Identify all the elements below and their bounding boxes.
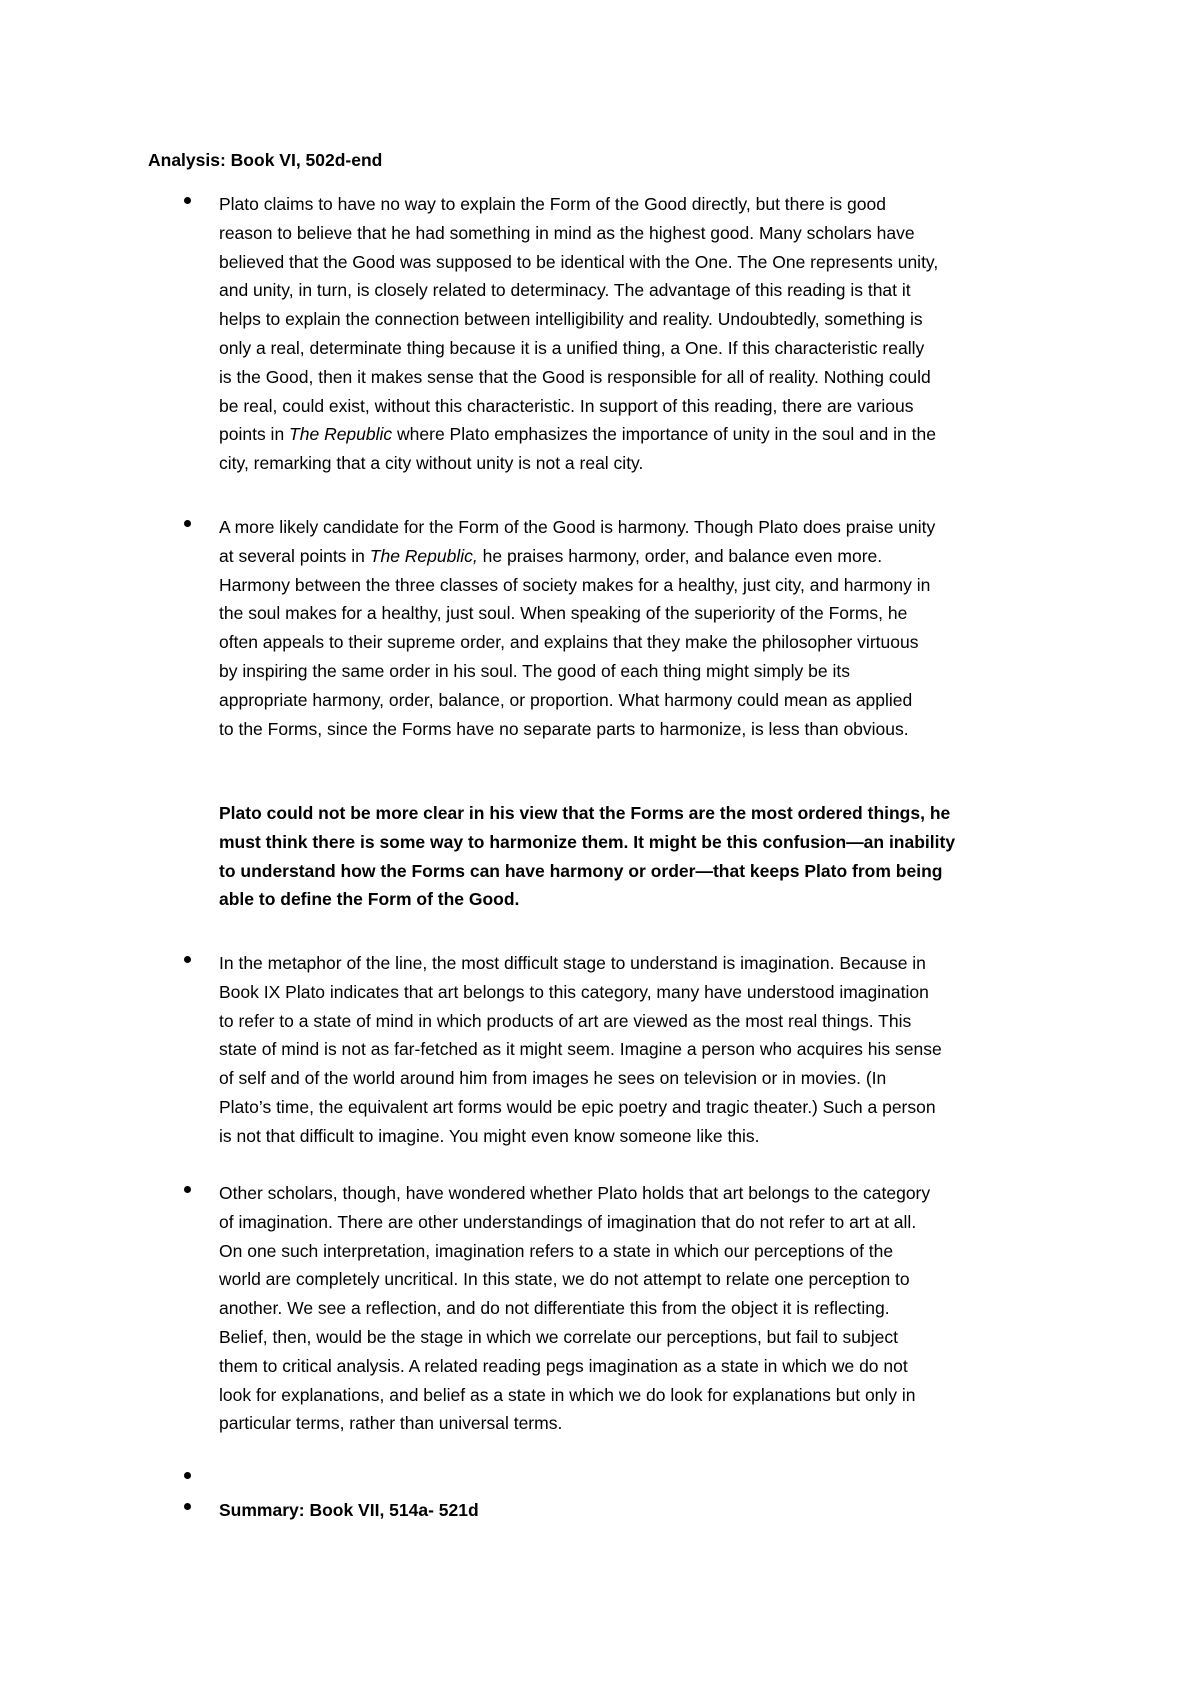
- book-title: The Republic,: [369, 545, 478, 566]
- text-line: appropriate harmony, order, balance, or proportion. What harmony could mean as applied: [219, 689, 913, 710]
- text-run: points in: [219, 424, 290, 445]
- text-line: to the Forms, since the Forms have no separate parts to harmonize, is less than obvious.: [219, 718, 909, 739]
- text-line: [219, 420, 1065, 449]
- text-line: only a real, determinate thing because it is a unified thing, a One. If this characteristic really: [219, 337, 925, 358]
- text-line: Belief, then, would be the stage in which we correlate our perceptions, but fail to subject: [219, 1326, 899, 1347]
- paragraph-imagination: [219, 949, 1065, 1151]
- text-line: and unity, in turn, is closely related to determinacy. The advantage of this reading is that it: [219, 280, 911, 301]
- text-run: at several points in: [219, 545, 370, 566]
- paragraph-harmony: [219, 513, 1065, 743]
- bullet-marker: [184, 1503, 191, 1510]
- paragraph-other-scholars: [219, 1179, 1065, 1438]
- text-line: by inspiring the same order in his soul. The good of each thing might simply be its: [219, 660, 850, 681]
- text-line: able to define the Form of the Good.: [219, 889, 520, 910]
- bullet-marker: [184, 956, 191, 963]
- text-line: to understand how the Forms can have harmony or order—that keeps Plato from being: [219, 860, 943, 881]
- text-line: helps to explain the connection between intelligibility and reality. Undoubtedly, something is: [219, 309, 923, 330]
- text-line: particular terms, rather than universal terms.: [219, 1413, 563, 1434]
- text-line: believed that the Good was supposed to be identical with the One. The One represents unity,: [219, 251, 939, 272]
- section-heading: Analysis: Book VI, 502d-end: [148, 150, 383, 170]
- text-line: of self and of the world around him from images he sees on television or in movies. (In: [219, 1068, 887, 1089]
- bullet-marker: [184, 197, 191, 204]
- text-line: Plato claims to have no way to explain the Form of the Good directly, but there is good: [219, 194, 886, 214]
- text-line: of imagination. There are other understandings of imagination that do not refer to art at all.: [219, 1211, 917, 1232]
- text-line: is the Good, then it makes sense that the Good is responsible for all of reality. Nothing could: [219, 366, 931, 387]
- bullet-marker-empty: [184, 1472, 191, 1479]
- text-line: is not that difficult to imagine. You might even know someone like this.: [219, 1125, 760, 1146]
- text-line: another. We see a reflection, and do not differentiate this from the object it is reflecting.: [219, 1298, 890, 1319]
- text-line: city, remarking that a city without unity is not a real city.: [219, 453, 644, 474]
- text-line: world are completely uncritical. In this state, we do not attempt to relate one perception to: [219, 1269, 910, 1290]
- text-line: Plato could not be more clear in his view that the Forms are the most ordered things, he: [219, 803, 951, 823]
- summary-heading: [219, 1496, 1065, 1525]
- text-line: look for explanations, and belief as a state in which we do look for explanations but only in: [219, 1384, 916, 1405]
- text-line: Plato’s time, the equivalent art forms would be epic poetry and tragic theater.) Such a person: [219, 1096, 936, 1117]
- text-line: Summary: Book VII, 514a- 521d: [219, 1500, 479, 1520]
- text-run: where Plato emphasizes the importance of unity in the soul and in the: [392, 424, 936, 445]
- text-run: he praises harmony, order, and balance even more.: [477, 545, 883, 566]
- text-line: On one such interpretation, imagination refers to a state in which our perceptions of the: [219, 1240, 894, 1261]
- text-line: to refer to a state of mind in which products of art are viewed as the most real things. This: [219, 1010, 912, 1031]
- text-line: [219, 542, 1065, 571]
- text-line: often appeals to their supreme order, and explains that they make the philosopher virtuous: [219, 632, 919, 653]
- bullet-marker: [184, 1186, 191, 1193]
- text-line: be real, could exist, without this characteristic. In support of this reading, there are various: [219, 395, 914, 416]
- text-line: them to critical analysis. A related reading pegs imagination as a state in which we do not: [219, 1355, 908, 1376]
- text-line: Book IX Plato indicates that art belongs to this category, many have understood imagination: [219, 981, 929, 1002]
- text-line: Other scholars, though, have wondered whether Plato holds that art belongs to the category: [219, 1183, 931, 1203]
- bullet-marker: [184, 520, 191, 527]
- paragraph-unity: [219, 190, 1065, 478]
- text-line: the soul makes for a healthy, just soul. When speaking of the superiority of the Forms, he: [219, 603, 908, 624]
- paragraph-bold-note: [219, 799, 1065, 914]
- text-line: A more likely candidate for the Form of the Good is harmony. Though Plato does praise unity: [219, 517, 936, 537]
- text-line: state of mind is not as far-fetched as it might seem. Imagine a person who acquires his sense: [219, 1039, 942, 1060]
- text-line: reason to believe that he had something in mind as the highest good. Many scholars have: [219, 222, 915, 243]
- book-title: The Republic: [289, 424, 393, 445]
- text-line: must think there is some way to harmonize them. It might be this confusion—an inability: [219, 831, 956, 852]
- text-line: In the metaphor of the line, the most difficult stage to understand is imagination. Because in: [219, 953, 926, 973]
- text-line: Harmony between the three classes of society makes for a healthy, just city, and harmony in: [219, 574, 931, 595]
